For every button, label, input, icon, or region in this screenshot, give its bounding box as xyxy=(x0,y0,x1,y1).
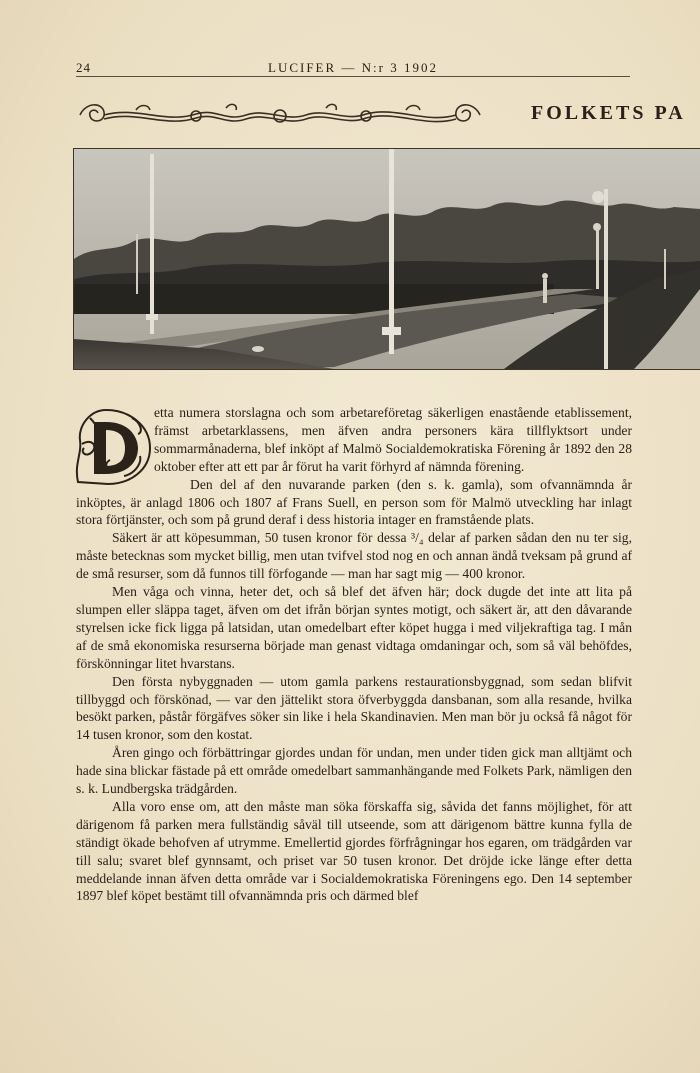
park-photograph xyxy=(73,148,700,370)
page-header xyxy=(76,60,630,80)
article-paragraph: Alla voro ense om, att den måste man söka förskaffa sig, såvida det fanns möjlighet, för att därigenom få parken mera fullständig såväl till utseende, som att därigenom bättre kunna fylla de ständigt ökade behofven af utrymme. Emellertid gjordes förfrågningar hos egaren, om trädgården var till salu; svaret blef gynnsamt, och priset var 50 tusen kronor. Det dröjde icke länge efter detta meddelande innan äfven detta område var i Socialdemokratiska Föreningens ego. Den 14 september 1897 blef köpet bestämt till ofvannämnda pris och därmed blef xyxy=(76,798,632,904)
paragraph-text: etta numera storslagna och som arbetareföretag säkerligen enastående etablissement, främst arbetarklassens, men äfven andra personers kära tillflyktsort under sommarmånaderna, blef inköpt af Malmö Socialdemokratiska Förening år 1892 den 28 oktober efter att ett par år förut ha varit förhyrd af nämnda förening. xyxy=(154,405,632,474)
article-paragraph: Den del af den nuvarande parken (den s. k. gamla), som ofvannämnda år inköptes, är anlagd 1806 och 1807 af Frans Suell, en person som för Malmö utveckling har inlagt stora förtjänster, och som på grund deraf i dess historia intager en framstående plats. xyxy=(76,476,632,528)
article-body xyxy=(76,404,632,905)
article-paragraph: Säkert är att köpesumman, 50 tusen kronor för dessa ³/₄ delar af parken sådan den nu ter sig, måste betecknas som mycket billig, men utan tvifvel stod nog en och annan ändå tveksam på grund af de små resurser, som då funnos till förfogande — man har sagt mig — 400 kronor. xyxy=(76,530,632,582)
page-number: 24 xyxy=(76,60,91,75)
running-head: LUCIFER — N:r 3 1902 xyxy=(268,60,438,75)
article-paragraph: Men våga och vinna, heter det, och så blef det äfven här; dock dugde det inte att lita på slumpen eller släppa taget, äfven om det ifrån början syntes motigt, och säkert är, att den dåvarande styrelsen icke fick ligga på latsidan, utan omedelbart efter köpet hugga i med viljekraftiga tag. I mån af de små ekonomiska resurserna började man genast vidtaga omdaningar och, som så väl behöfdes, förskönningar litet hvarstans. xyxy=(76,584,632,671)
header-rule xyxy=(76,76,630,77)
park-photo-illustration xyxy=(74,149,700,369)
article-paragraph xyxy=(76,404,632,476)
article-paragraph: Åren gingo och förbättringar gjordes undan för undan, men under tiden gick man alltjämt och hade sina blickar fästade på ett område omedelbart sammanhängande med Folkets Park, nämligen den s. k. Lundbergska trädgården. xyxy=(76,745,632,797)
decorated-initial-icon xyxy=(72,404,154,488)
article-paragraph: Den första nybyggnaden — utom gamla parkens restaurationsbyggnad, som sedan blifvit tillbyggd och förskönad, — var den jättelikt stora öfverbyggda dansbanan, som alla resande, hvilka besökt parken, påstår förgäfves söker sin like i hela Skandinavien. Men man bör ju också få något för 14 tusen kronor, som den kostat. xyxy=(76,673,632,743)
ornamental-border-icon xyxy=(76,100,484,130)
section-title: FOLKETS PA xyxy=(531,102,686,124)
